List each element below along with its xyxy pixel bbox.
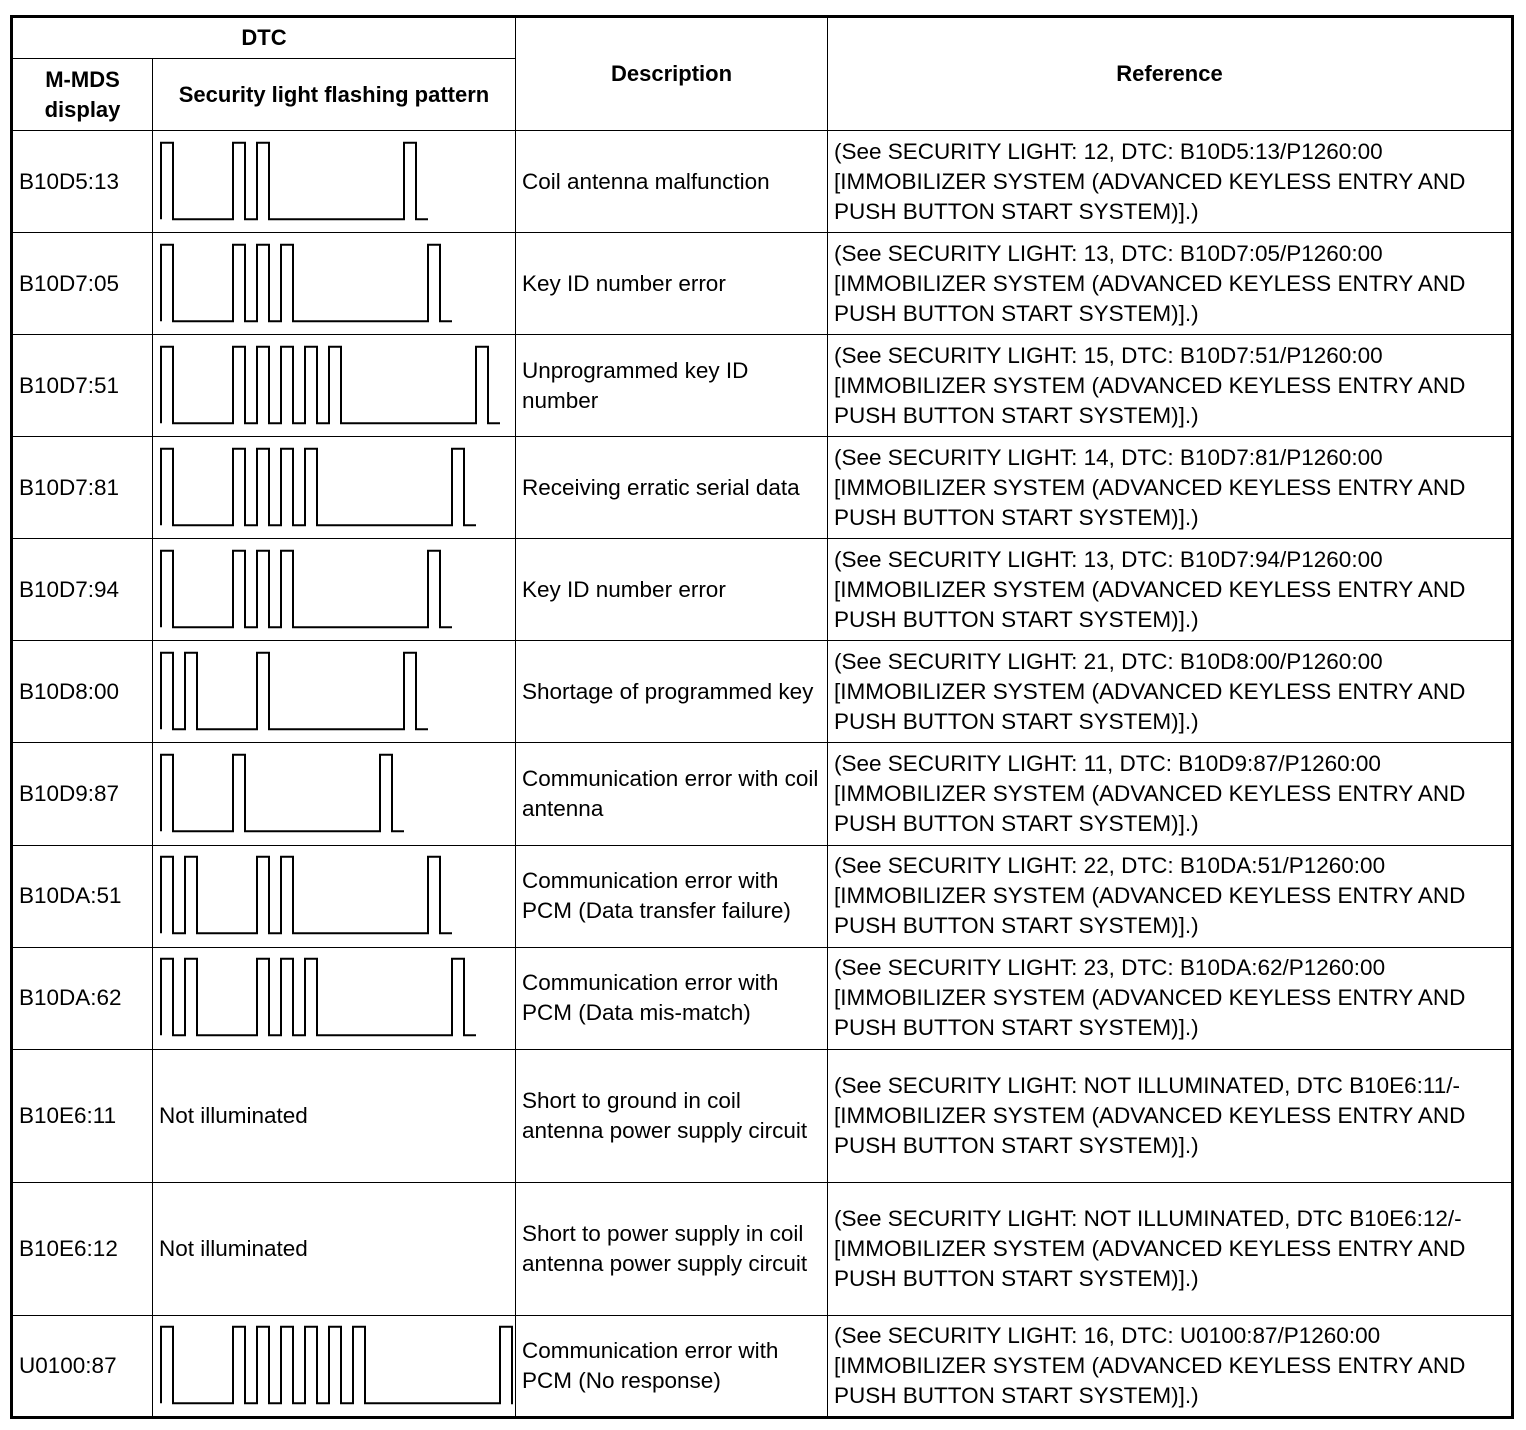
description: Coil antenna malfunction [516, 131, 828, 233]
description: Unprogrammed key ID number [516, 335, 828, 437]
reference: (See SECURITY LIGHT: 15, DTC: B10D7:51/P1260:00 [IMMOBILIZER SYSTEM (ADVANCED KEYLESS ENTRY AND PUSH BUTTON START SYSTEM)].) [828, 335, 1513, 437]
flash-pattern-waveform [161, 142, 428, 218]
reference: (See SECURITY LIGHT: 11, DTC: B10D9:87/P1260:00 [IMMOBILIZER SYSTEM (ADVANCED KEYLESS ENTRY AND PUSH BUTTON START SYSTEM)].) [828, 743, 1513, 845]
not-illuminated-text: Not illuminated [159, 1235, 308, 1261]
flash-pattern-diagram [153, 337, 513, 435]
description: Communication error with PCM (Data mis-match) [516, 947, 828, 1049]
flash-pattern-diagram [153, 235, 513, 333]
mmds-code: B10E6:11 [12, 1049, 153, 1182]
flashing-pattern-cell [153, 1049, 516, 1182]
flash-pattern-waveform [161, 449, 476, 525]
mmds-code: B10D9:87 [12, 743, 153, 845]
header-description: Description [516, 17, 828, 131]
reference: (See SECURITY LIGHT: 21, DTC: B10D8:00/P1260:00 [IMMOBILIZER SYSTEM (ADVANCED KEYLESS ENTRY AND PUSH BUTTON START SYSTEM)].) [828, 641, 1513, 743]
flash-pattern-diagram [153, 847, 513, 945]
flashing-pattern-cell [153, 335, 516, 437]
table-row [12, 539, 1513, 641]
dtc-table [10, 15, 1514, 1419]
flashing-pattern-cell [153, 845, 516, 947]
description: Shortage of programmed key [516, 641, 828, 743]
flash-pattern-waveform [161, 551, 452, 627]
header-mmds-display: M-MDS display [12, 59, 153, 131]
table-row [12, 437, 1513, 539]
flash-pattern-diagram [153, 439, 513, 537]
reference: (See SECURITY LIGHT: 23, DTC: B10DA:62/P1260:00 [IMMOBILIZER SYSTEM (ADVANCED KEYLESS ENTRY AND PUSH BUTTON START SYSTEM)].) [828, 947, 1513, 1049]
table-row [12, 131, 1513, 233]
mmds-code: B10D7:51 [12, 335, 153, 437]
table-row [12, 641, 1513, 743]
description: Communication error with PCM (Data transfer failure) [516, 845, 828, 947]
table-row [12, 233, 1513, 335]
flashing-pattern-cell [153, 233, 516, 335]
flash-pattern-diagram [153, 949, 513, 1047]
reference: (See SECURITY LIGHT: NOT ILLUMINATED, DTC B10E6:12/- [IMMOBILIZER SYSTEM (ADVANCED KEYLESS ENTRY AND PUSH BUTTON START SYSTEM)].) [828, 1182, 1513, 1315]
header-row-top [12, 17, 1513, 59]
flashing-pattern-cell [153, 947, 516, 1049]
flashing-pattern-cell [153, 437, 516, 539]
header-flashing-pattern: Security light flashing pattern [153, 59, 516, 131]
reference: (See SECURITY LIGHT: 12, DTC: B10D5:13/P1260:00 [IMMOBILIZER SYSTEM (ADVANCED KEYLESS ENTRY AND PUSH BUTTON START SYSTEM)].) [828, 131, 1513, 233]
reference: (See SECURITY LIGHT: 14, DTC: B10D7:81/P1260:00 [IMMOBILIZER SYSTEM (ADVANCED KEYLESS ENTRY AND PUSH BUTTON START SYSTEM)].) [828, 437, 1513, 539]
flash-pattern-diagram [153, 1317, 513, 1415]
description: Communication error with PCM (No response) [516, 1315, 828, 1417]
table-row [12, 335, 1513, 437]
flash-pattern-waveform [161, 244, 452, 320]
flashing-pattern-cell [153, 1315, 516, 1417]
mmds-code: B10D7:94 [12, 539, 153, 641]
flash-pattern-diagram [153, 541, 513, 639]
not-illuminated-text: Not illuminated [159, 1102, 308, 1128]
description: Key ID number error [516, 539, 828, 641]
reference: (See SECURITY LIGHT: 22, DTC: B10DA:51/P1260:00 [IMMOBILIZER SYSTEM (ADVANCED KEYLESS ENTRY AND PUSH BUTTON START SYSTEM)].) [828, 845, 1513, 947]
dtc-body [12, 131, 1513, 1418]
flash-pattern-waveform [161, 959, 476, 1035]
reference: (See SECURITY LIGHT: 13, DTC: B10D7:05/P1260:00 [IMMOBILIZER SYSTEM (ADVANCED KEYLESS ENTRY AND PUSH BUTTON START SYSTEM)].) [828, 233, 1513, 335]
mmds-code: U0100:87 [12, 1315, 153, 1417]
flash-pattern-waveform [161, 755, 404, 831]
table-row [12, 947, 1513, 1049]
flashing-pattern-cell [153, 539, 516, 641]
flash-pattern-diagram [153, 643, 513, 741]
flashing-pattern-cell [153, 743, 516, 845]
description: Short to ground in coil antenna power supply circuit [516, 1049, 828, 1182]
flash-pattern-waveform [161, 857, 452, 933]
header-reference: Reference [828, 17, 1513, 131]
reference: (See SECURITY LIGHT: NOT ILLUMINATED, DTC B10E6:11/- [IMMOBILIZER SYSTEM (ADVANCED KEYLESS ENTRY AND PUSH BUTTON START SYSTEM)].) [828, 1049, 1513, 1182]
flashing-pattern-cell [153, 641, 516, 743]
table-row [12, 743, 1513, 845]
flashing-pattern-cell [153, 131, 516, 233]
description: Key ID number error [516, 233, 828, 335]
flashing-pattern-cell [153, 1182, 516, 1315]
mmds-code: B10D8:00 [12, 641, 153, 743]
reference: (See SECURITY LIGHT: 13, DTC: B10D7:94/P1260:00 [IMMOBILIZER SYSTEM (ADVANCED KEYLESS ENTRY AND PUSH BUTTON START SYSTEM)].) [828, 539, 1513, 641]
mmds-code: B10E6:12 [12, 1182, 153, 1315]
table-row [12, 1182, 1513, 1315]
table-row [12, 1049, 1513, 1182]
description: Communication error with coil antenna [516, 743, 828, 845]
mmds-code: B10D5:13 [12, 131, 153, 233]
description: Short to power supply in coil antenna power supply circuit [516, 1182, 828, 1315]
flash-pattern-waveform [161, 653, 428, 729]
table-row [12, 845, 1513, 947]
flash-pattern-diagram [153, 133, 513, 231]
flash-pattern-waveform [161, 346, 500, 422]
mmds-code: B10D7:81 [12, 437, 153, 539]
mmds-code: B10DA:51 [12, 845, 153, 947]
mmds-code: B10D7:05 [12, 233, 153, 335]
flash-pattern-diagram [153, 745, 513, 843]
reference: (See SECURITY LIGHT: 16, DTC: U0100:87/P1260:00 [IMMOBILIZER SYSTEM (ADVANCED KEYLESS ENTRY AND PUSH BUTTON START SYSTEM)].) [828, 1315, 1513, 1417]
table-row [12, 1315, 1513, 1417]
flash-pattern-waveform [161, 1327, 513, 1403]
mmds-code: B10DA:62 [12, 947, 153, 1049]
header-dtc: DTC [12, 17, 516, 59]
description: Receiving erratic serial data [516, 437, 828, 539]
